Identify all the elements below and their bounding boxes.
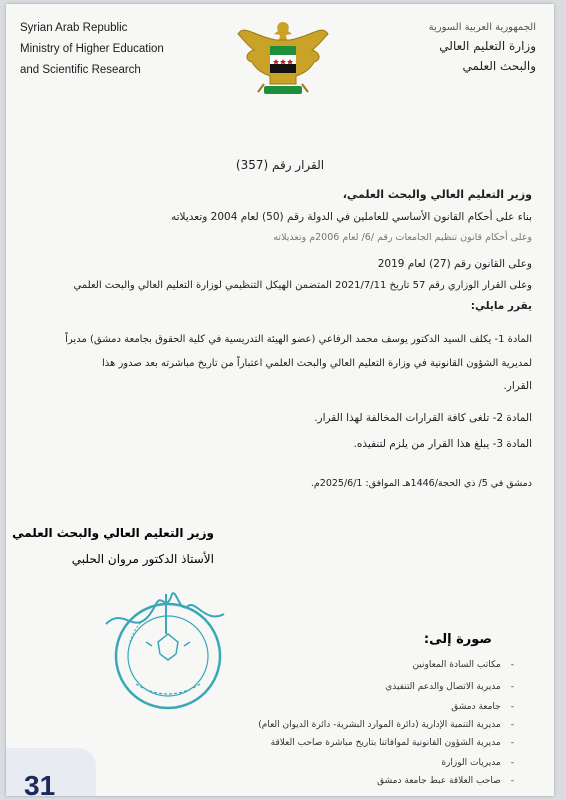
signature-name: الأستاذ الدكتور مروان الحلبي [71,552,214,566]
preamble-minister: وزير التعليم العالي والبحث العلمي، [342,188,532,201]
page-number: 31 [24,770,56,796]
article-1-line-1: المادة 1- يكلف السيد الدكتور يوسف محمد الرفاعي (عضو الهيئة التدريسية في كلية الحقوق بجامعة دمشق) مديراً [65,334,532,345]
article-3: المادة 3- يبلغ هذا القرار من يلزم لتنفيذه. [353,438,532,450]
document-page [6,4,554,796]
copy-item: - مديريات الوزارة [441,758,514,768]
letterhead-ministry-cont: and Scientific Research [20,64,141,76]
copy-item: - مكاتب السادة المعاونين [412,660,514,670]
decision-title: القرار رقم (357) [235,158,325,172]
letterhead-country: Syrian Arab Republic [20,22,128,34]
ministry-round-stamp-icon [96,584,236,714]
letterhead-country-ar: الجمهورية العربية السورية [428,22,536,33]
signature-title: وزير التعليم العالي والبحث العلمي [12,526,214,540]
article-1-line-3: القرار. [503,380,532,392]
preamble-law-27: وعلى القانون رقم (27) لعام 2019 [377,258,532,270]
page-number-badge [6,748,96,796]
copy-item: - مديرية الاتصال والدعم التنفيذي [385,682,514,692]
decides-heading: يقرر مايلي: [470,300,532,312]
arabic-letterhead [429,22,536,73]
date-line: دمشق في 5/ ذي الحجة/1446هـ الموافق: 2025/6/1م. [310,478,532,489]
copy-item: - جامعة دمشق [451,702,514,712]
preamble-decision-57: وعلى القرار الوزاري رقم 57 تاريخ 2021/7/11 المتضمن الهيكل التنظيمي لوزارة التعليم العالي والبحث العلمي [73,280,532,291]
letterhead-ministry-cont-ar: والبحث العلمي [462,59,536,73]
preamble-law-6: وعلى أحكام قانون تنظيم الجامعات رقم /6/ لعام 2006م وتعديلاته [273,232,532,243]
letterhead-ministry-ar: وزارة التعليم العالي [439,39,536,53]
letterhead-ministry: Ministry of Higher Education [20,43,164,55]
article-2: المادة 2- تلغى كافة القرارات المخالفة لهذا القرار. [314,412,532,424]
copy-item: - مديرية التنمية الإدارية (دائرة الموارد البشرية- دائرة الديوان العام) [258,720,514,730]
copy-item: - مديرية الشؤون القانونية لموافاتنا بتاريخ مباشرة صاحب العلاقة [271,738,514,748]
preamble-law-50: بناء على أحكام القانون الأساسي للعاملين في الدولة رقم (50) لعام 2004 وتعديلاته [171,211,532,223]
copies-title: صورة إلى: [423,632,492,647]
syrian-eagle-emblem-icon [234,16,332,100]
copy-item: - صاحب العلاقة عبط جامعة دمشق [377,776,514,786]
article-1-line-2: لمديرية الشؤون القانونية في وزارة التعليم العالي والبحث العلمي اعتباراً من تاريخ مباشرته بعد صدور هذا [101,358,532,369]
english-letterhead [20,18,164,81]
